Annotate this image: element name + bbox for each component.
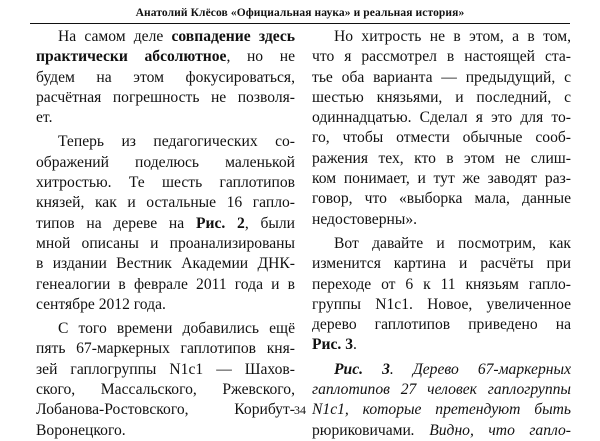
running-header: Анатолий Клёсов «Официальная наука» и реальная история» bbox=[135, 7, 465, 19]
text-line: Лобанова-Ростовского, Корибут- bbox=[36, 401, 295, 419]
text-line: князей, как и остальные 16 гапло- bbox=[36, 194, 295, 212]
text-line: в издании Вестник Академии ДНК- bbox=[36, 255, 295, 273]
text-line: С того времени добавились ещё bbox=[58, 320, 295, 338]
paragraph-4 bbox=[312, 27, 571, 230]
text-line: Но хитрость не в этом, а в том, bbox=[334, 28, 571, 45]
text-line: пять 67-маркерных гаплотипов кня- bbox=[36, 340, 295, 358]
bold-text: практически абсолютное bbox=[36, 48, 227, 66]
figure-reference: Рис. 3 bbox=[312, 336, 354, 354]
text-line: одиннадцатью. Сделал я это для то- bbox=[312, 109, 571, 127]
text-run: На самом деле bbox=[58, 28, 172, 45]
figure-reference: Рис. 2 bbox=[195, 214, 245, 232]
text-line: дерево гаплотипов приведено на bbox=[312, 316, 571, 334]
text-line bbox=[36, 47, 295, 67]
text-line: ет. bbox=[36, 109, 53, 127]
right-column bbox=[312, 27, 571, 441]
paragraph-5 bbox=[312, 234, 571, 356]
text-line: Вот давайте и посмотрим, как bbox=[334, 234, 571, 252]
text-line: гаплотипов 27 человек гаплогруппы bbox=[312, 381, 571, 399]
text-line: зей гаплогруппы N1c1 — Шахов- bbox=[36, 360, 295, 378]
text-run: типов на дереве на bbox=[36, 214, 196, 232]
text-line bbox=[312, 360, 571, 380]
text-line: ражения тех, кто в этом не слиш- bbox=[312, 149, 571, 167]
text-line: расчётная погрешность не позволя- bbox=[36, 88, 295, 106]
text-line: ского, Массальского, Ржевского, bbox=[36, 381, 295, 399]
text-run: рюриковичами bbox=[312, 421, 411, 439]
text-line: группы N1c1. Новое, увеличенное bbox=[312, 295, 571, 313]
page-number: 34 bbox=[294, 403, 306, 417]
text-line bbox=[312, 421, 571, 441]
text-line: ображений поделюсь маленькой bbox=[36, 153, 295, 171]
text-line: изменится картина и расчёты при bbox=[312, 255, 571, 273]
text-line: Теперь из педагогических со- bbox=[58, 133, 295, 151]
bold-text: совпадение здесь bbox=[171, 28, 295, 45]
text-run: . Дерево 67-маркерных bbox=[389, 360, 571, 378]
figure-caption bbox=[312, 360, 571, 441]
header-rule bbox=[30, 23, 570, 24]
text-run: , но не bbox=[226, 48, 295, 66]
text-line bbox=[312, 335, 571, 355]
caption-label: Рис. 3 bbox=[334, 360, 390, 378]
left-column bbox=[36, 27, 295, 441]
text-run: , были bbox=[244, 214, 295, 232]
paragraph-2 bbox=[36, 132, 295, 315]
text-line: переходе от 6 к 11 князьям гапло- bbox=[312, 275, 571, 293]
text-line: генеалогии в феврале 2011 года и в bbox=[36, 275, 295, 293]
text-line bbox=[36, 27, 295, 47]
text-line: сентябре 2012 года. bbox=[36, 295, 166, 313]
text-line: мной описаны и проанализированы bbox=[36, 234, 295, 252]
text-line: тье оба варианта — предыдущий, с bbox=[312, 68, 571, 86]
text-run: . Видно, что гапло- bbox=[410, 421, 571, 439]
text-line: говор, что «выборка мала, данные bbox=[312, 190, 571, 208]
text-run: . bbox=[353, 336, 357, 354]
text-line: недостоверны». bbox=[312, 210, 418, 228]
text-line: шестью князьями, и последний, с bbox=[312, 88, 571, 106]
text-line: ком понимает, и тут же заводят раз- bbox=[312, 170, 571, 188]
text-line: го, чтобы отмести обычные сооб- bbox=[312, 129, 571, 147]
text-line: будем на этом фокусироваться, bbox=[36, 68, 295, 86]
text-line: Воронецкого. bbox=[36, 421, 126, 439]
text-line: N1c1, которые претендуют быть bbox=[312, 401, 571, 419]
text-line: что я рассмотрел в настоящей ста- bbox=[312, 48, 571, 66]
paragraph-1 bbox=[36, 27, 295, 128]
text-line bbox=[36, 214, 295, 234]
text-line: хитростью. Те шесть гаплотипов bbox=[36, 174, 295, 192]
